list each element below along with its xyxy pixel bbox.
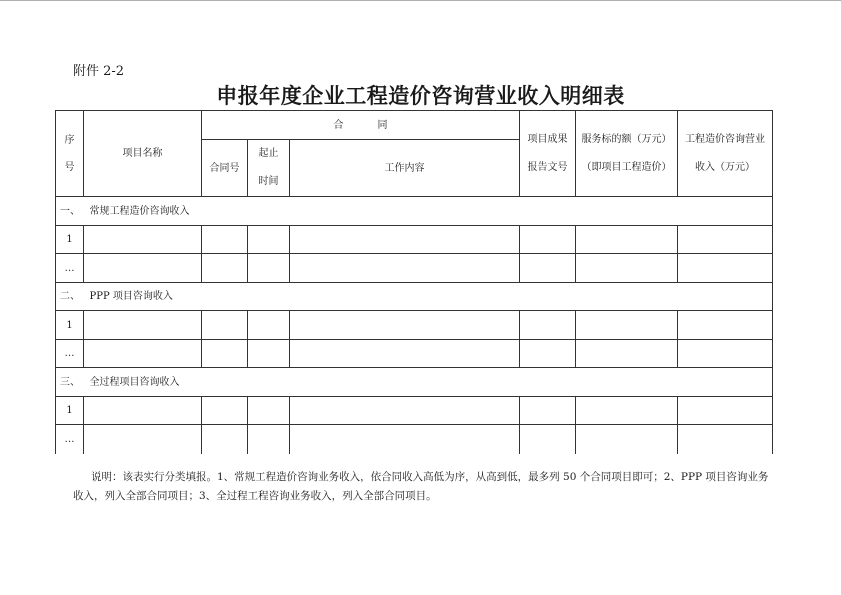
table-row (56, 311, 773, 340)
table-row (56, 226, 773, 254)
header-revenue: 工程造价咨询营业 收入（万元） (678, 111, 773, 197)
header-report-no: 项目成果 报告文号 (520, 111, 576, 197)
table-row (56, 340, 773, 368)
row-seq: … (56, 425, 84, 454)
table-row (56, 397, 773, 425)
page-title: 申报年度企业工程造价咨询营业收入明细表 (216, 83, 625, 108)
table-row (56, 425, 773, 454)
header-service-amount: 服务标的额（万元） （即项目工程造价） (576, 111, 678, 197)
header-seq: 序 号 (56, 111, 84, 197)
section-row (56, 197, 773, 226)
section-number: 二、 (60, 291, 80, 302)
header-work-content: 工作内容 (290, 140, 520, 197)
header-project-name: 项目名称 (84, 111, 202, 197)
header-contract-no: 合同号 (202, 140, 248, 197)
row-seq: 1 (56, 311, 84, 340)
section-row (56, 368, 773, 397)
top-rule (0, 0, 841, 1)
section-label: PPP 项目咨询收入 (89, 291, 173, 302)
revenue-detail-table (55, 110, 773, 454)
attachment-label: 附件 2-2 (73, 64, 125, 79)
section-row (56, 283, 773, 311)
section-label: 全过程项目咨询收入 (89, 376, 180, 388)
row-seq: 1 (56, 397, 84, 425)
section-label: 常规工程造价咨询收入 (89, 205, 190, 217)
table-row (56, 254, 773, 283)
row-seq: … (56, 340, 84, 368)
header-contract: 合 同 (202, 111, 520, 140)
section-number: 一、 (60, 205, 80, 217)
table-note: 说明：该表实行分类填报。1、常规工程造价咨询业务收入，依合同收入高低为序，从高到低，最多列 50 个合同项目即可；2、PPP 项目咨询业务收入，列入全部合同项目；3、全过程工程咨询业务收入，列入全部合同项目。 (73, 471, 769, 502)
section-number: 三、 (60, 376, 80, 388)
row-seq: 1 (56, 226, 84, 254)
header-period: 起止 时间 (248, 140, 290, 197)
row-seq: … (56, 254, 84, 283)
